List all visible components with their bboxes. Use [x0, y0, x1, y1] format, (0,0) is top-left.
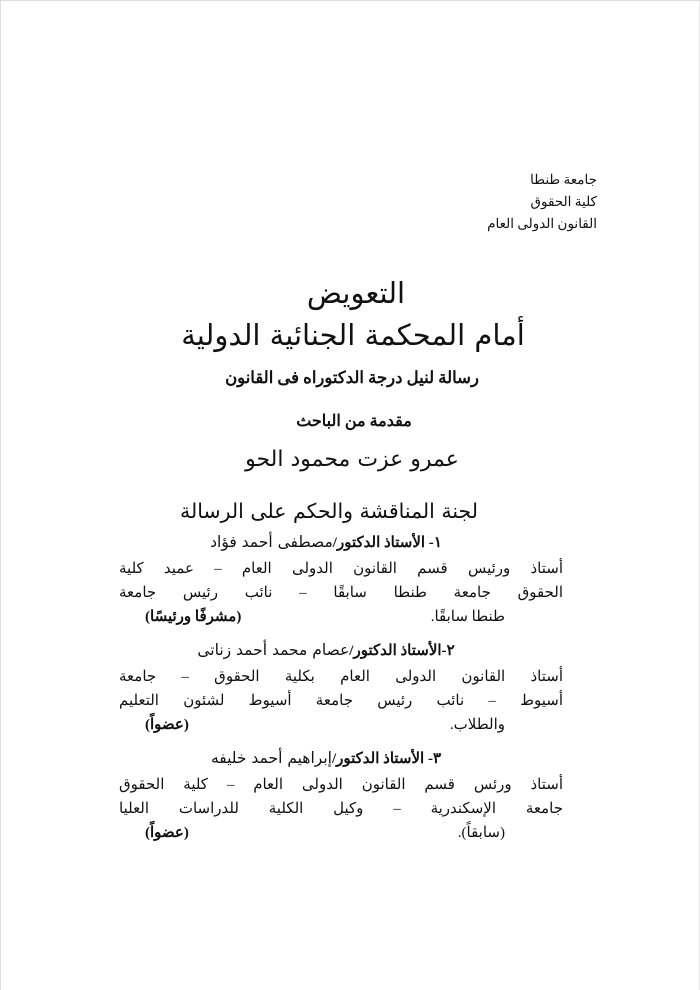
member-description-line: أستاذ القانون الدولى العام بكلية الحقوق – جامعة: [119, 669, 563, 685]
member-description-tail: طنطا سابقًا.: [430, 609, 505, 625]
member-description-line: أستاذ ورئيس قسم القانون الدولى العام – عميد كلية: [119, 561, 563, 577]
presented-by-label: مقدمة من الباحث: [296, 413, 412, 430]
faculty-name: كلية الحقوق: [530, 194, 597, 209]
committee-member: [119, 529, 563, 629]
committee-section: [119, 497, 563, 847]
member-description-line: الحقوق جامعة طنطا سابقًا – نائب رئيس جامعة: [119, 585, 563, 601]
member-description: [119, 557, 563, 605]
member-name: عصام محمد أحمد زناتى: [197, 641, 350, 659]
member-name: مصطفى أحمد فؤاد: [210, 533, 333, 551]
degree-subtitle: رسالة لنيل درجة الدكتوراه فى القانون: [225, 368, 479, 387]
member-description-line: جامعة الإسكندرية – وكيل الكلية للدراسات العليا: [119, 801, 563, 817]
member-role-row: [119, 821, 563, 845]
member-description: [119, 773, 563, 821]
member-description-line: أسيوط – نائب رئيس جامعة أسيوط لشئون التعليم: [119, 693, 563, 709]
member-title-line: [119, 529, 563, 556]
committee-member: [119, 637, 563, 737]
member-index-label: ١- الأستاذ الدكتور/: [332, 535, 442, 551]
member-description-line: أستاذ ورئس قسم القانون الدولى العام – كلية الحقوق: [119, 777, 563, 793]
page-title-line-2: أمام المحكمة الجنائية الدولية: [181, 318, 525, 352]
title-block: [1, 273, 699, 477]
member-role: (عضواً): [145, 717, 189, 733]
member-title-line: [119, 745, 563, 772]
member-role-row: [119, 605, 563, 629]
member-index-label: ٣- الأستاذ الدكتور/: [331, 751, 442, 767]
member-description-tail: والطلاب.: [449, 717, 505, 733]
committee-member: [119, 745, 563, 845]
page-title-line-1: التعويض: [306, 276, 406, 310]
member-title-line: [119, 637, 563, 664]
member-description: [119, 665, 563, 713]
author-name: عمرو عزت محمود الحو: [245, 447, 459, 472]
department-name: القانون الدولى العام: [487, 216, 597, 231]
member-role-row: [119, 713, 563, 737]
member-role: (عضواً): [145, 825, 189, 841]
institution-header: [317, 169, 597, 235]
member-role: (مشرفًا ورئيسًا): [145, 609, 242, 625]
member-description-tail: (سابقاً).: [457, 825, 505, 841]
member-index-label: ٢-الأستاذ الدكتور/: [349, 643, 455, 659]
member-name: إبراهيم أحمد خليفه: [210, 749, 332, 767]
committee-heading: لجنة المناقشة والحكم على الرسالة: [179, 499, 479, 523]
university-name: جامعة طنطا: [530, 172, 597, 187]
